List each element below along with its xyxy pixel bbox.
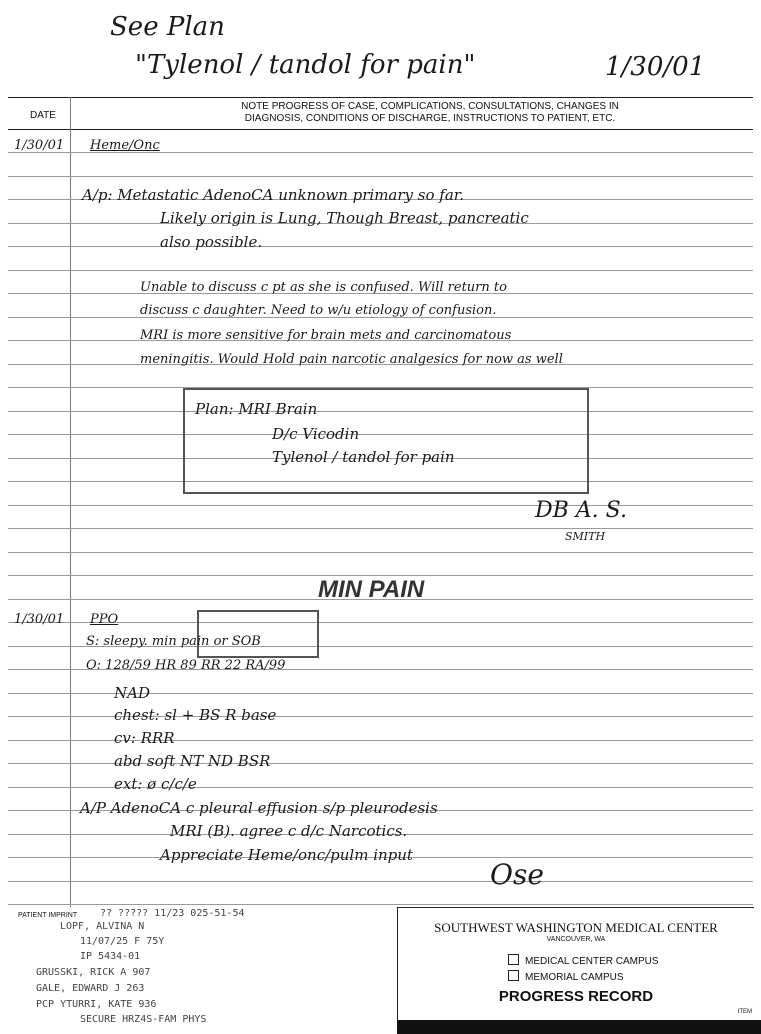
imprint-line: PCP YTURRI, KATE 936 <box>36 999 157 1010</box>
entry1-p2-line1: Unable to discuss c pt as she is confused. Will return to <box>140 280 507 295</box>
top-note-date: 1/30/01 <box>605 52 706 82</box>
entry2-s-line: S: sleepy. min pain or SOB <box>86 634 261 649</box>
plan-line3: Tylenol / tandol for pain <box>272 448 455 466</box>
entry2-l8: Appreciate Heme/onc/pulm input <box>160 846 413 864</box>
record-title: PROGRESS RECORD <box>498 988 654 1005</box>
ruled-line <box>8 270 753 271</box>
hospital-footer <box>397 907 754 1021</box>
entry2-o-line: O: 128/59 HR 89 RR 22 RA/99 <box>86 658 286 673</box>
entry1-p2-line2: discuss c daughter. Need to w/u etiology of confusion. <box>140 303 497 318</box>
min-pain-stamp: MIN PAIN <box>318 576 425 603</box>
imprint-line: ?? ????? 11/23 025-51-54 <box>100 908 245 919</box>
checkbox-icon[interactable] <box>508 954 519 965</box>
entry2-l3: cv: RRR <box>114 729 175 747</box>
entry2-service: PPO <box>90 612 119 627</box>
entry2-l4: abd soft NT ND BSR <box>114 752 271 770</box>
ruled-line <box>8 505 753 506</box>
checkbox-icon[interactable] <box>508 970 519 981</box>
entry1-ap-line1: A/p: Metastatic AdenoCA unknown primary so far. <box>82 186 465 204</box>
ruled-line <box>8 904 753 905</box>
imprint-line: 11/07/25 F 75Y <box>80 936 165 947</box>
entry1-signature-name: SMITH <box>565 530 606 543</box>
entry1-date: 1/30/01 <box>14 138 65 153</box>
imprint-line: LOPF, ALVINA N <box>60 921 145 932</box>
entry2-l1: NAD <box>114 684 150 702</box>
imprint-line: IP 5434-01 <box>80 951 141 962</box>
entry2-signature: Ose <box>490 858 544 891</box>
imprint-line: SECURE HRZ4S-FAM PHYS <box>80 1014 207 1025</box>
entry2-l2: chest: sl + BS R base <box>114 706 277 724</box>
header-instructions: NOTE PROGRESS OF CASE, COMPLICATIONS, CONSULTATIONS, CHANGES IN DIAGNOSIS, CONDITIONS OF DISCHARGE, INSTRUCTIONS TO PATIENT, ETC. <box>241 101 619 124</box>
top-note-plan-text: "Tylenol / tandol for pain" <box>135 50 476 80</box>
item-label: ITEM <box>737 1009 752 1015</box>
imprint-line: GALE, EDWARD J 263 <box>36 983 145 994</box>
campus-option-memorial[interactable]: MEMORIAL CAMPUS <box>508 970 624 983</box>
ruled-line <box>8 881 753 882</box>
entry1-p2-line3: MRI is more sensitive for brain mets and carcinomatous <box>140 328 512 343</box>
campus-option-medical[interactable]: MEDICAL CENTER CAMPUS <box>508 954 659 967</box>
date-column-label: DATE <box>30 110 56 121</box>
entry1-signature: DB A. S. <box>535 498 627 523</box>
ruled-line <box>8 528 753 529</box>
top-note-see-plan: See Plan <box>110 12 225 42</box>
ruled-line <box>8 246 753 247</box>
date-column-divider <box>70 97 71 907</box>
patient-imprint-label: PATIENT IMPRINT <box>18 912 78 919</box>
entry2-l6: A/P AdenoCA c pleural effusion s/p pleurodesis <box>80 799 438 817</box>
entry1-p2-line4: meningitis. Would Hold pain narcotic analgesics for now as well <box>140 352 563 367</box>
entry2-l5: ext: ø c/c/e <box>114 775 197 793</box>
plan-line2: D/c Vicodin <box>272 425 360 443</box>
ruled-line <box>8 176 753 177</box>
entry1-ap-line2: Likely origin is Lung, Though Breast, pancreatic <box>160 209 529 227</box>
hospital-city: VANCOUVER, WA <box>546 936 606 943</box>
entry1-ap-line3: also possible. <box>160 233 263 251</box>
ruled-line <box>8 552 753 553</box>
entry2-l7: MRI (B). agree c d/c Narcotics. <box>170 822 408 840</box>
ruled-line <box>8 622 753 623</box>
hospital-name: SOUTHWEST WASHINGTON MEDICAL CENTER <box>434 920 718 935</box>
entry1-service: Heme/Onc <box>90 138 160 153</box>
bottom-black-strip <box>397 1020 761 1034</box>
entry2-date: 1/30/01 <box>14 612 65 627</box>
imprint-line: GRUSSKI, RICK A 907 <box>36 967 151 978</box>
plan-line1: Plan: MRI Brain <box>195 400 318 418</box>
